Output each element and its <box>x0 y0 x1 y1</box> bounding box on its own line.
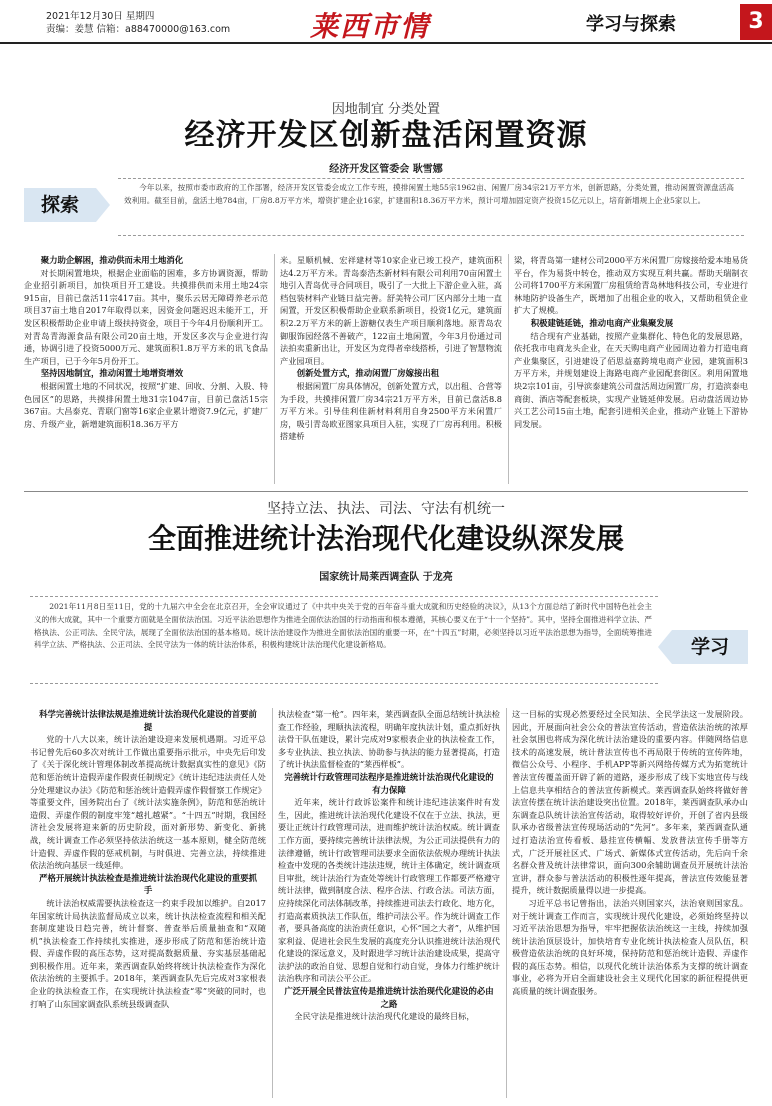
article-2-paragraph: 这一目标的实现必然要经过全民知法、全民学法这一发展阶段。因此，开展面向社会公众的普法宣传活动，营造依法治统的浓厚社会氛围也将成为深化统计法治建设的重要内容。伴随网络信息技术的高速发展，统计普法宣传也不再局限于传统的宣传阵地，微信公众号、小程序、手机APP等新兴网络传媒方式为拓宽统计普法宣传覆盖面开辟了新的道路，逐步形成了线下实地宣传与线上信息共享相结合的普法宣传新模式。莱西调查队始终将做好普法宣传摆在统计法治建设突出位置。2018年，莱西调查队承办山东调查总队统计法治宣传活动，取得较好评价，开创了省内县级队承办省级普法宣传现场活动的“先河”。多年来，莱西调查队通过打造法治宣传看板、悬挂宣传横幅、发放普法宣传手册等方式，广泛开展社区式、广场式、新媒体式宣传活动，先后向千余名群众普及统计法律常识，面向300余辅助调查员开展统计法治宣讲，群众参与普法活动的积极性逐年提高，普法宣传效能显著提升，统计数据质量得以进一步提高。 <box>512 709 748 896</box>
masthead-meta <box>46 10 230 36</box>
editor-contact: 责编：姜慧 信箱：a88470000@163.com <box>46 24 231 35</box>
article-1-column-2 <box>280 254 502 486</box>
masthead <box>0 0 772 44</box>
article-2-paragraph: 党的十八大以来，统计法治建设迎来发展机遇期。习近平总书记曾先后60多次对统计工作做出重要指示批示，中央先后印发了《关于深化统计管理体制改革提高统计数据真实性的意见》《防范和惩治统计造假弄虚作假责任制规定》《统计违纪违法责任人处分处理建议办法》《防范和惩治统计造假弄虚作假督察工作规定》等重要文件，国务院出台了《统计法实施条例》，防范和惩治统计造假、弄虚作假的制度牢笼“越扎越紧”。“十四五”时期，我国经济社会发展将迎来新的历史阶段，面对新形势、新变化、新挑战，统计调查工作必须坚持依法治统这一基本原则，健全防范统计造假、弄虚作假的惩戒机制，与时俱进、完善立法，持续推进依法治统向基层一线延伸。 <box>30 734 266 871</box>
article-2-lede-box <box>30 596 658 684</box>
section-tag-explore: 探索 <box>24 188 96 222</box>
column-divider <box>272 708 273 1098</box>
article-2-paragraph: 执法检查“第一枪”。四年来，莱西调查队全面总结统计执法检查工作经验，理顺执法流程，明确年度执法计划，重点抓好执法骨干队伍建设，累计完成对9家根表企业的执法检查工作，多专业执法、独立执法、协助参与执法的能力显著提高，打造了统计执法监督检查的“莱西样板”。 <box>278 709 500 770</box>
article-2-paragraph: 全民守法是推进统计法治现代化建设的最终目标， <box>294 1011 475 1022</box>
article-2-paragraph: 近年来，统计行政诉讼案件和统计违纪违法案件时有发生，因此，推进统计法治现代化建设不仅在于立法、执法，更要让正统计行政管理司法，进而维护统计法治权威。统计调查工作方面，要持续完善统计法律法规，为公正司法提供有力的法律遵循，统计行政管理司法要求全面依法依规办理统计执法检查中发现的各类统计违法违规，统计主体确定，统计调查项目审批，统计法治行为查处等统计行政管理工作都要严格遵守统计法律，做到制度合法、程序合法、行政合法。司法方面，应持续深化司法体制改革，持续推进司法去行政化、地方化，打造高素质执法工作队伍，维护司法公平。作为统计调查工作者，要具备高度的法治责任意识，心怀“国之大者”，从维护国家利益、促进社会民生发展的高度充分认识推进统计法治现代化建设的深远意义，及时跟进学习统计法治建设成果，提高守法护法的政治自觉、思想自觉和行动自觉，身体力行维护统计法治秩序和司法公平公正。 <box>278 797 500 984</box>
page-number: 3 <box>740 4 772 40</box>
column-divider <box>274 254 275 484</box>
article-1-paragraph: 对长期闲置地块，根据企业面临的困难，多方协调资源，帮助企业招引新项目，加快项目开工建设。共摸排供而未用土地24宗915亩，目前已盘活11宗417亩。其中，聚乐云居无障碍养老示范项目37亩土地自2017年取得以来，因资金问题迟迟未能开工，开发区积极帮助企业申请上级扶持资金，项目于今年4月份顺利开工。对青岛青海源食品有限公司20亩土地，开发区多次与企业进行沟通，协调引进了投资5000万元、建筑面积1.8万平方米的讯飞食品生产项目，已于今年5月份开工。 <box>24 267 268 366</box>
article-2-column-1 <box>30 708 266 1100</box>
article-1-paragraph: 米。星顺机械、宏祥建材等10家企业已竣工投产，建筑面积达4.2万平方米。青岛泰浩杰新材料有限公司利用70亩闲置土地引入青岛优寻合同项目，吸引了一大批上下游企业入驻，高档包装材料产业链日益完善。舒美特公司厂区内部分土地一直闲置，开发区积极帮助企业联系新项目，投资1亿元，建筑面积2.2万平方米的新上游糖仅表生产项目顺利落地。原青岛农御服饰园经落不善破产，122亩土地闲置，今年3月份通过司法拍卖重新出让，开发区为竞得者牵线搭桥，引进了智慧物流产业园项目。 <box>280 255 502 366</box>
article-2-heading-3: 完善统计行政管理司法程序是推进统计法治现代化建设的有力保障 <box>284 771 494 795</box>
article-1-heading-1: 聚力助企解困，推动供而未用土地消化 <box>40 255 184 265</box>
column-divider <box>508 254 509 484</box>
article-2-lede: 2021年11月8日至11日，党的十九届六中全会在北京召开，全会审议通过了《中共中央关于党的百年奋斗重大成就和历史经验的决议》，从13个方面总结了新时代中国特色社会主义的伟大成就，其中一个重要方面就是全面依法治国。习近平法治思想作为推进全面依法治国的行动指南和根本遵循，其核心要义在于“十一个坚持”。其中，坚持全面推进科学立法、严格执法、公正司法、全民守法，展现了全面依法治国的基本格局。统计法治建设作为推进全面依法治国的重要一环，在“十四五”时期，必须坚持以习近平法治思想为指导，全面统筹推进科学立法、严格执法、公正司法、全民守法为一体的统计法治体系，积极构建统计法治现代化建设新格局。 <box>34 602 652 650</box>
column-divider <box>506 708 507 1098</box>
article-1-heading-4: 积极建链延链，推动电商产业集聚发展 <box>530 317 674 328</box>
article-1-lede-box <box>118 178 744 236</box>
article-1-byline: 经济开发区管委会 耿雪娜 <box>329 164 443 175</box>
article-1-heading-2: 坚持因地制宜，推动闲置土地增资增效 <box>40 368 184 379</box>
article-2-subtitle: 坚持立法、执法、司法、守法有机统一 <box>267 501 505 517</box>
article-1-column-1 <box>24 254 268 486</box>
article-2-column-2 <box>278 708 500 1100</box>
newspaper-logo: 莱西市情 <box>310 10 431 43</box>
article-1-paragraph: 根据闲置厂房具体情况，创新处置方式，以出租、合营等为手段，共摸排闲置厂房34宗21万平方米，目前已盘活8.8万平方米。引导佳利佳新材料利用自身2500平方米闲置厂房，吸引青岛欧亚图家具项目入驻，实现了厂房再利用。积极搭建桥 <box>280 380 502 442</box>
article-1-paragraph: 结合现有产业基础，按照产业集群化、特色化的发展思路，依托我市电商龙头企业，在天天购电商产业园周边着力打造电商产业集聚区，引进建设了佰思益嘉跨境电商产业园，建筑面积3万平方米，并规划建设上海路电商产业园配套街区。利用闲置地块2宗101亩，引导滨泰建筑公司盘活周边闲置厂房，打造滨泰电商街、酒店等配套板块，实现产业链延伸发展。启动盘活周边协兴工艺公司15亩土地，配套引进相关企业，推动产业链上下游协同发展。 <box>514 330 748 429</box>
tag-arrow <box>96 188 110 222</box>
article-2-heading-4: 广泛开展全民普法宣传是推进统计法治现代化建设的必由之路 <box>284 986 494 1009</box>
article-2-paragraph: 习近平总书记曾指出，法治兴则国家兴，法治衰则国家乱。对于统计调查工作而言，实现统计现代化建设，必须始终坚持以习近平法治思想为指导，牢牢把握依法治统这一主线，持续加强统计法治顶层设计，加快培育专业化统计执法检查人员队伍，积极营造依法治统的良好环境，保持防范和惩治统计造假、弄虚作假的高压态势。相信，以现代化统计法治体系为支撑的统计调查事业，必将为开启全面建设社会主义现代化国家的新征程提供更高质量的统计调查服务。 <box>512 897 748 997</box>
article-1-heading-3: 创新处置方式，推动闲置厂房嫁接出租 <box>296 368 440 379</box>
article-1-paragraph: 根据闲置土地的不同状况，按照“扩建、回收、分割、入股、特色园区”的思路，共摸排闲置土地31宗1047亩，目前已盘活15宗367亩。大昌泰克、青联门窗等16家企业累计增资7.9亿元，扩建厂房、升级产业，新增建筑面积18.36万平方 <box>24 380 268 429</box>
article-1-headline: 经济开发区创新盘活闲置资源 <box>184 118 588 153</box>
issue-date: 2021年12月30日 星期四 <box>46 11 155 22</box>
section-tag-study: 学习 <box>672 630 748 664</box>
article-2-paragraph: 统计法治权威需要执法检查这一约束手段加以维护。自2017年国家统计局执法监督局成立以来，统计执法检查流程和相关配套制度建设日趋完善，统计督察、普查举后质量抽查和“双随机”执法检查工作持续扎实推进，逐步形成了防范和惩治统计造假、弄虚作假的高压态势，这对提高数据质量、夯实基层基础起到积极作用。近年来，莱西调查队始终将统计执法检查作为深化依法治统的主要抓手。2018年，莱西调查队先后完成对3家根表企业的执法检查工作，在实现统计执法检查“零”突破的同时，也打响了山东国家调查队系统县级调查队 <box>30 897 266 1009</box>
article-2-byline: 国家统计局莱西调查队 于龙亮 <box>319 572 453 583</box>
article-2-heading-1: 科学完善统计法律法规是推进统计法治现代化建设的首要前提 <box>39 709 257 732</box>
article-1-column-3 <box>514 254 748 486</box>
article-divider <box>24 491 748 492</box>
article-2-column-3 <box>512 708 748 1100</box>
tag-arrow <box>658 630 672 664</box>
article-2-headline: 全面推进统计法治现代化建设纵深发展 <box>147 522 624 555</box>
article-1-lede: 今年以来，按照市委市政府的工作部署，经济开发区管委会成立工作专班，摸排闲置土地55宗1962亩、闲置厂房34宗21万平方米，创新思路，分类处置，推动闲置资源盘活高效利用。截至目前，盘活土地784亩，厂房8.8万平方米，增资扩建企业16家，扩建面积18.36万平方米，预计可增加固定资产投资15亿元以上，培育新增规上企业5家以上。 <box>124 183 734 205</box>
article-1-subtitle: 因地制宜 分类处置 <box>331 102 441 117</box>
section-title: 学习与探索 <box>586 14 676 35</box>
article-2-heading-2: 严格开展统计执法检查是推进统计法治现代化建设的重要抓手 <box>39 872 257 896</box>
article-1-paragraph: 梁，将青岛第一建材公司2000平方米闲置厂房嫁接给爱本地易货平台，作为易货中转仓，推动双方实现互利共赢。帮助天瑞制衣公司将1700平方米闲置厂房租赁给青岛林地科技公司，专业进行林地防护设备生产，既增加了出租企业的收入，又帮助租赁企业扩大了规模。 <box>514 255 748 316</box>
